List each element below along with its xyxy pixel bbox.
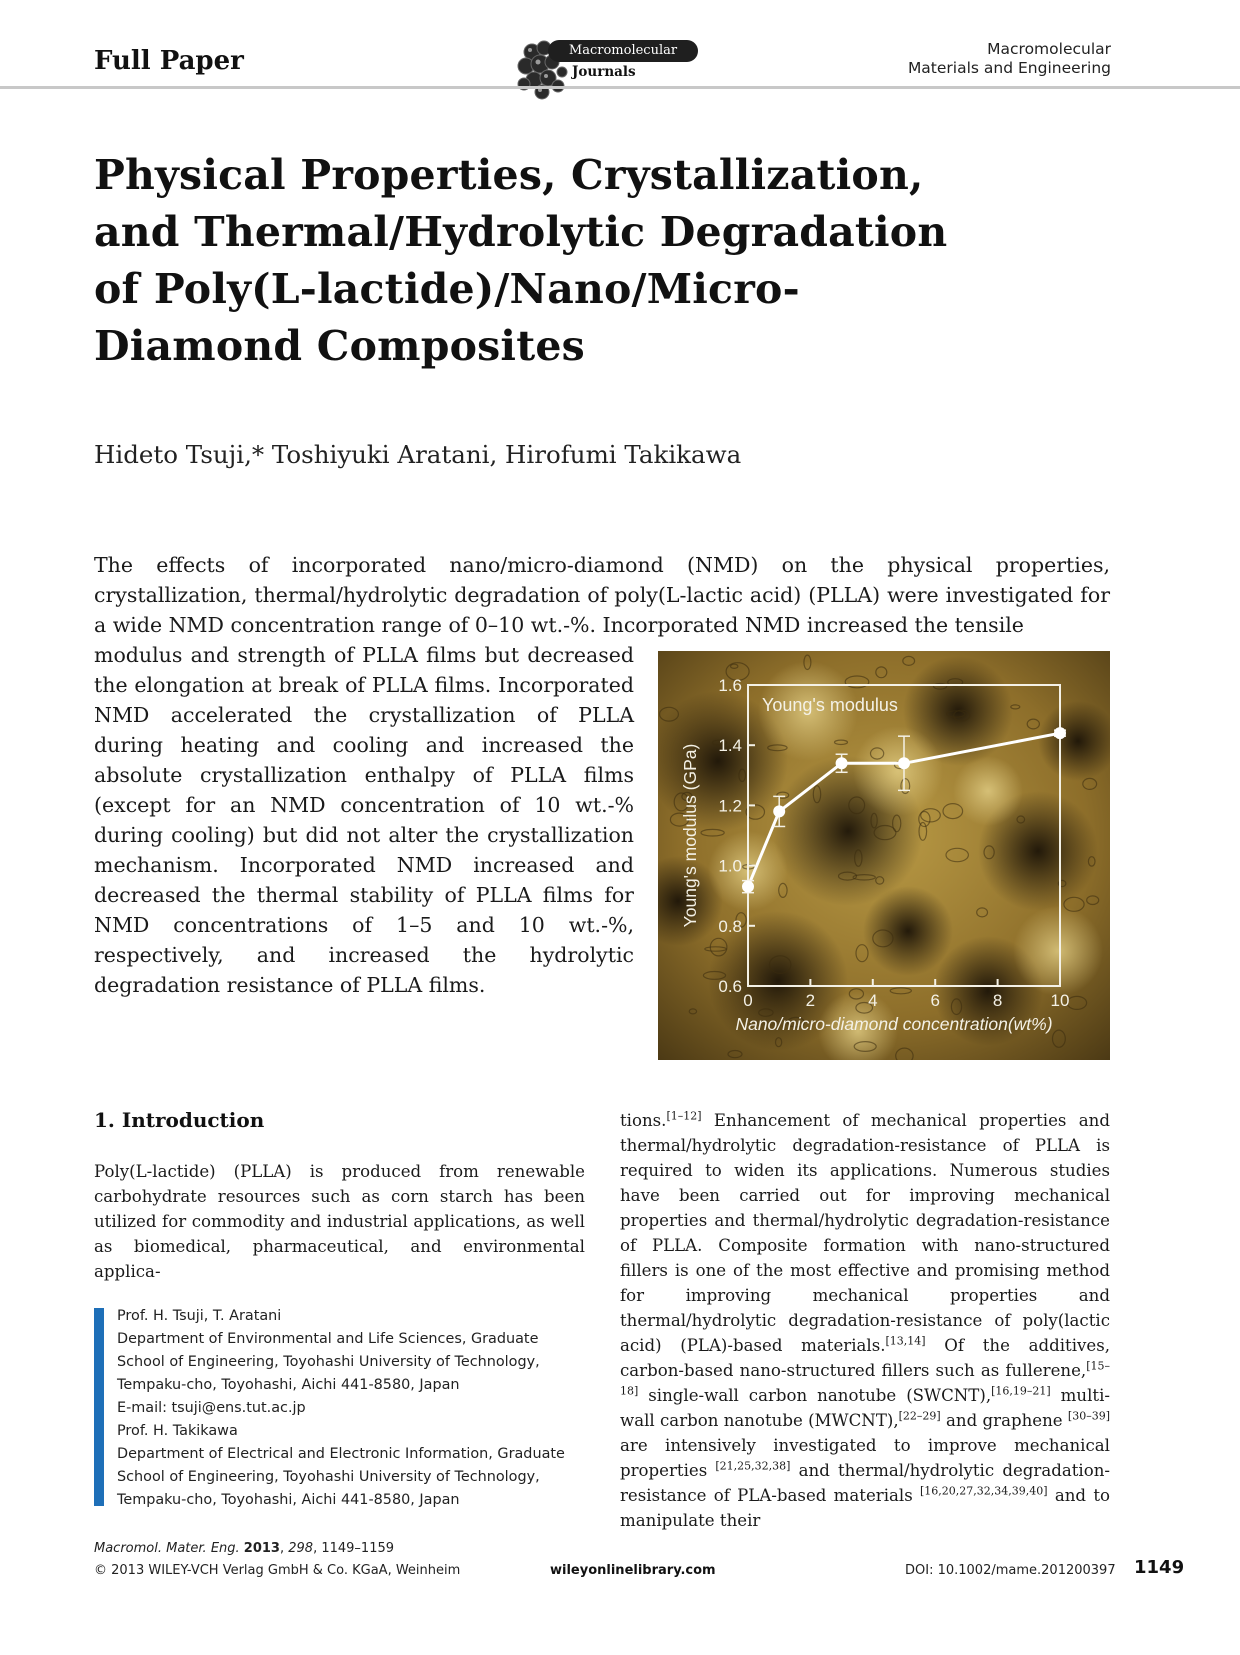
intro-right-column [620,1108,1110,1533]
affiliation-bar [94,1308,104,1506]
data-point [836,757,848,769]
citation: [1–12] [666,1109,702,1123]
logo-subtext: Journals [572,64,636,80]
paper-title: Physical Properties, Crystallization, and Thermal/Hydrolytic Degradation of Poly(L-lactide)/Nano/Micro-Diamond Composites [94,151,948,370]
data-point [773,805,785,817]
y-tick-label: 1.2 [718,796,742,816]
light-region [1013,906,1103,996]
graphical-abstract [658,651,1110,1060]
x-tick-label: 2 [805,991,816,1010]
section-label: Full Paper [94,46,244,76]
page-number: 1149 [1134,1557,1185,1578]
affiliation-line: Prof. H. Takikawa [117,1423,238,1439]
journal-name-line1: Macromolecular [987,40,1111,58]
affiliation-line: Tempaku-cho, Toyohashi, Aichi 441-8580, Japan [117,1492,460,1508]
affiliation-email[interactable]: E-mail: tsuji@ens.tut.ac.jp [117,1400,306,1416]
intro-text: Of the additives, carbon-based nano-structured fillers such as fullerene, [620,1336,1110,1380]
citation: [30–39] [1067,1409,1110,1423]
x-tick-label: 6 [930,991,940,1010]
affiliation-line: School of Engineering, Toyohashi University of Technology, [117,1469,540,1485]
abstract-top: The effects of incorporated nano/micro-diamond (NMD) on the physical properties, crystallization, thermal/hydrolytic degradation of poly(L-lactic acid) (PLLA) were investigated for a wide NMD concentration range of 0–10 wt.-%. Incorporated NMD increased the tensile [94,553,1110,637]
header-rule [0,86,1240,89]
x-axis-label: Nano/micro-diamond concentration(wt%) [735,1014,1053,1034]
x-tick-label: 0 [743,991,753,1010]
y-tick-label: 0.8 [718,916,742,936]
y-axis-label: Young's modulus (GPa) [680,743,700,928]
citation: [21,25,32,38] [715,1459,791,1473]
intro-text: and graphene [940,1411,1068,1430]
affiliation-block [117,1305,587,1512]
website-link[interactable]: wileyonlinelibrary.com [550,1563,716,1578]
affiliation-line: Department of Environmental and Life Sciences, Graduate [117,1331,539,1347]
chart-title: Young's modulus [762,695,898,715]
year: 2013 [243,1541,280,1556]
journal-abbrev: Macromol. Mater. Eng. [94,1541,240,1556]
affiliation-line: Tempaku-cho, Toyohashi, Aichi 441-8580, Japan [117,1377,460,1393]
intro-text: multi-wall carbon nanotube (MWCNT), [620,1386,1110,1430]
x-tick-label: 8 [992,991,1003,1010]
volume: 298 [288,1541,314,1556]
intro-text: and to manipulate their [620,1486,1110,1530]
y-tick-label: 1.0 [718,856,742,876]
intro-text: tions. [620,1111,667,1130]
citation: [16,20,27,32,34,39,40] [920,1484,1048,1498]
doi[interactable]: DOI: 10.1002/mame.201200397 [905,1563,1116,1578]
y-tick-label: 1.6 [718,676,742,695]
affiliation-line: School of Engineering, Toyohashi University of Technology, [117,1354,540,1370]
intro-text: single-wall carbon nanotube (SWCNT), [638,1386,992,1405]
intro-text: and thermal/hydrolytic degradation-resistance of PLA-based materials [620,1461,1110,1505]
journal-name [908,40,1111,78]
citation: [16,19–21] [991,1384,1051,1398]
y-tick-label: 1.4 [718,736,742,756]
data-point [898,757,910,769]
logo-pill-text: Macromolecular [548,40,698,62]
light-region [853,726,943,816]
page-range: , 1149–1159 [313,1541,395,1556]
affiliation-line: Department of Electrical and Electronic Information, Graduate [117,1446,565,1462]
light-region [953,756,1023,826]
citation: [13,14] [885,1334,926,1348]
copyright: © 2013 WILEY-VCH Verlag GmbH & Co. KGaA, Weinheim [94,1563,461,1578]
youngs-modulus-chart [658,651,1110,1060]
data-point [1054,727,1066,739]
abstract-left: modulus and strength of PLLA films but decreased the elongation at break of PLLA films. Incorporated NMD accelerated the crystallization of PLLA during heating and cooling and increased the absolute crystallization enthalpy of PLLA films (except for an NMD concentration of 10 wt.-% during cooling) but did not alter the crystallization mechanism. Incorporated NMD increased and decreased the thermal stability of PLLA films for NMD concentrations of 1–5 and 10 wt.-%, respectively, and increased the hydrolytic degradation resistance of PLLA films. [94,643,634,997]
journal-logo [512,34,698,108]
affiliation-line: Prof. H. Tsuji, T. Aratani [117,1308,282,1324]
x-tick-label: 10 [1050,991,1070,1010]
journal-name-line2: Materials and Engineering [907,59,1111,77]
citation: [22–29] [898,1409,941,1423]
data-point [742,881,754,893]
x-tick-label: 4 [868,991,878,1010]
intro-left-column: Poly(L-lactide) (PLLA) is produced from renewable carbohydrate resources such as corn starch has been utilized for commodity and industrial applications, as well as biomedical, pharmaceutical, and environmental applica- [94,1162,585,1281]
author-list: Hideto Tsuji,* Toshiyuki Aratani, Hirofumi Takikawa [94,440,742,469]
citation-line: Macromol. Mater. Eng. 2013, 298, 1149–1159 [94,1541,395,1556]
section-heading: 1. Introduction [94,1108,265,1132]
intro-text: Enhancement of mechanical properties and thermal/hydrolytic degradation-resistance of PLLA is required to widen its applications. Numerous studies have been carried out for improving mechanical properties and thermal/hydrolytic degradation-resistance of PLLA. Composite formation with nano-structured fillers is one of the most effective and promising method for improving mechanical properties and thermal/hydrolytic degradation-resistance of poly(lactic acid) (PLA)-based materials. [620,1111,1110,1355]
citation: [15–18] [620,1359,1110,1398]
y-tick-label: 0.6 [718,977,742,996]
dark-region [863,886,953,976]
intro-text: are intensively investigated to improve mechanical properties [620,1436,1110,1480]
